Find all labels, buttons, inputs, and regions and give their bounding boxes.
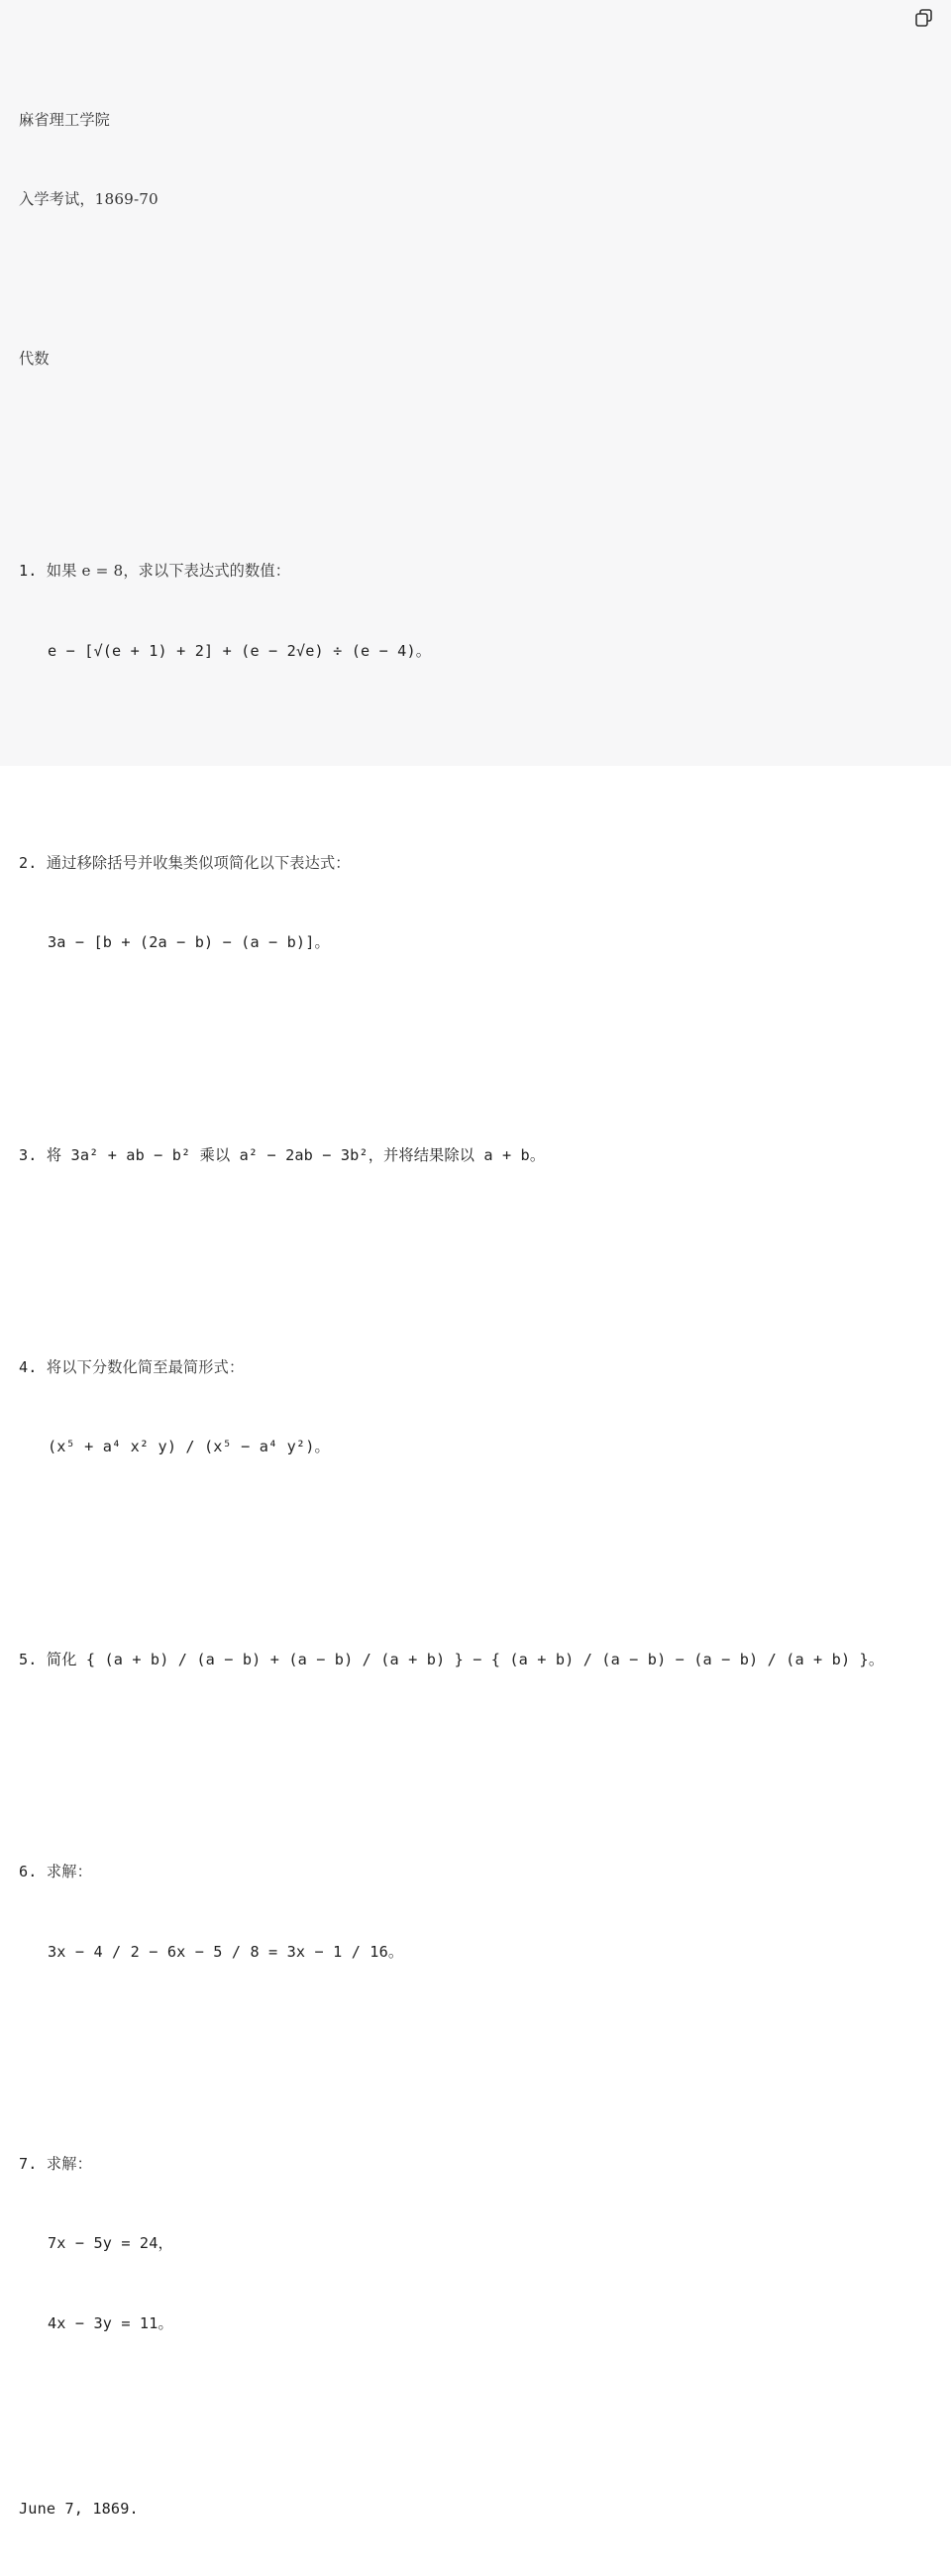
spacer — [19, 1514, 941, 1541]
problem-text: 求解： — [46, 2154, 92, 2173]
problem-number: 3. — [19, 1145, 38, 1164]
problem-number: 6. — [19, 1863, 38, 1881]
problem-text: 通过移除括号并收集类似项简化以下表达式： — [46, 853, 351, 872]
problem-number: 5. — [19, 1650, 38, 1668]
spacer — [19, 717, 941, 744]
problem-7-line-2: 7x − 5y = 24， — [48, 2234, 173, 2253]
exam-text — [19, 54, 941, 2576]
problem-7-line-3: 4x − 3y = 11。 — [48, 2313, 173, 2332]
problem-4-line-1 — [19, 1354, 941, 1381]
spacer — [19, 1726, 941, 1753]
problem-6-line-2: 3x − 4 / 2 − 6x − 5 / 8 = 3x − 1 / 16。 — [48, 1942, 404, 1961]
problem-text: 将以下分数化简至最简形式： — [46, 1358, 245, 1377]
spacer — [19, 2018, 941, 2045]
date-line: June 7, 1869. — [19, 2500, 139, 2519]
problem-number: 7. — [19, 2154, 38, 2173]
problem-number: 1. — [19, 562, 38, 581]
problem-2-line-2: 3a − [b + (2a − b) − (a − b)]。 — [48, 933, 330, 952]
problem-4-line-2: (x⁵ + a⁴ x² y) / (x⁵ − a⁴ y²)。 — [48, 1438, 330, 1456]
copy-button[interactable] — [913, 8, 935, 28]
spacer — [19, 1222, 941, 1248]
problem-text: 如果 e = 8，求以下表达式的数值： — [46, 562, 291, 581]
problem-number: 4. — [19, 1358, 38, 1377]
problem-5-line-1 — [19, 1647, 941, 1673]
problem-1-line-1 — [19, 558, 941, 585]
spacer — [19, 1010, 941, 1036]
copy-icon — [913, 8, 935, 28]
spacer — [19, 266, 941, 292]
subject-line: 代数 — [19, 349, 50, 368]
problem-2-line-1 — [19, 850, 941, 877]
problem-number: 2. — [19, 853, 38, 872]
exam-line: 入学考试，1869-70 — [19, 189, 158, 208]
problem-text: 简化 { (a + b) / (a − b) + (a − b) / (a + b) } − { (a + b) / (a − b) − (a − b) / (a + b) }。 — [46, 1650, 885, 1668]
spacer — [19, 425, 941, 452]
problem-text: 将 3a² + ab − b² 乘以 a² − 2ab − 3b²，并将结果除以 a + b。 — [46, 1145, 546, 1164]
spacer — [19, 2390, 941, 2416]
institution-line: 麻省理工学院 — [19, 110, 111, 129]
problem-6-line-1 — [19, 1859, 941, 1885]
problem-1-line-2: e − [√(e + 1) + 2] + (e − 2√e) ÷ (e − 4)。 — [48, 641, 432, 660]
problem-3-line-1 — [19, 1142, 941, 1169]
problem-text: 求解： — [46, 1863, 92, 1881]
problem-7-line-1 — [19, 2151, 941, 2178]
